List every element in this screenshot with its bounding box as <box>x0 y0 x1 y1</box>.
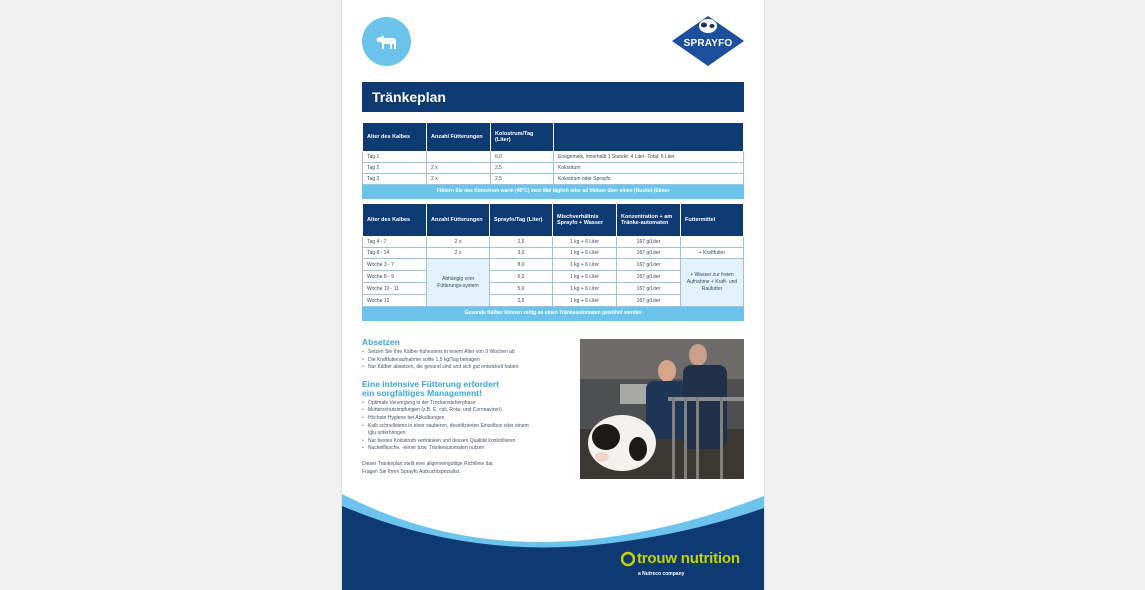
table-cell: Kolostrum <box>554 163 744 174</box>
table-cell <box>681 237 744 248</box>
table-cell <box>427 152 491 163</box>
table-cell: 2 x <box>427 248 490 259</box>
footer-wave <box>342 486 764 590</box>
automaten-banner: Gesunde Kälber können zeitig an einen Tränkeautomaten gewöhnt werden <box>363 307 744 321</box>
table-cell: 1 kg + 6 Liter <box>553 295 617 307</box>
calf-logo-badge <box>362 17 411 66</box>
table-cell: 2,5 <box>491 174 554 185</box>
table-cell: Tag 1 <box>363 152 427 163</box>
table-header: Sprayfo/Tag (Liter) <box>490 204 553 237</box>
info-text-column <box>362 338 572 476</box>
intensive-heading-line2: ein sorgfältiges Management! <box>362 387 482 398</box>
table-header: Alter des Kalbes <box>363 123 427 152</box>
table-row <box>363 174 744 185</box>
document-page <box>341 0 765 590</box>
table-header: Mischverhältnis Sprayfo + Wasser <box>553 204 617 237</box>
intensive-heading <box>362 380 572 398</box>
table-row <box>363 152 744 163</box>
list-item: • Nur bestes Kolostrum vertränken und dessen Qualität kontrollieren <box>362 438 572 446</box>
feeding-table <box>362 203 744 321</box>
table-cell: 167 g/Liter <box>617 295 681 307</box>
trouw-nutrition-logo: trouw nutrition <box>637 550 740 567</box>
table-cell: 1 kg + 6 Liter <box>553 237 617 248</box>
intensive-heading-line1: Eine intensive Fütterung erfordert <box>362 378 499 389</box>
disclaimer-note <box>362 461 572 476</box>
note-line1: Dieser Tränkeplan stellt eine allgemeingültige Richtlinie dar. <box>362 460 495 467</box>
list-item: • Nuckelflasche, -eimer bzw. Tränkeautomaten nutzen <box>362 445 572 453</box>
table-header: Anzahl Fütterungen <box>427 204 490 237</box>
farmers-calf-photo <box>580 339 744 479</box>
table-cell: 5,0 <box>490 283 553 295</box>
table-cell: 8,0 <box>490 259 553 271</box>
table-cell: 2,5 <box>490 295 553 307</box>
table-header: Anzahl Fütterungen <box>427 123 491 152</box>
table-cell: Erstgemelk, innerhalb 1 Stunde: 4 Liter- Total: 6 Liter <box>554 152 744 163</box>
colostrum-table <box>362 122 744 199</box>
table-cell: Kolostrum oder Sprayfo <box>554 174 744 185</box>
table-cell: 167 g/Liter <box>617 237 681 248</box>
sprayfo-logo <box>670 14 746 68</box>
absetzen-list <box>362 349 572 372</box>
calf-icon <box>374 32 400 52</box>
table-cell: 2 x <box>427 174 491 185</box>
table-cell: Tag 3 <box>363 174 427 185</box>
intensive-list <box>362 400 572 453</box>
table-cell: Woche 8 - 9 <box>363 271 427 283</box>
table-cell: Woche 12 <box>363 295 427 307</box>
table-header: Kolostrum/Tag (Liter) <box>491 123 554 152</box>
table-cell: 6,0 <box>490 271 553 283</box>
table-banner-row <box>363 185 744 199</box>
page-title: Tränkeplan <box>362 82 744 112</box>
list-item: • Höchste Hygiene bei Abkalbungen <box>362 415 572 423</box>
table-row <box>363 237 744 248</box>
table-cell: 2 x <box>427 237 490 248</box>
table-cell: Woche 10 - 11 <box>363 283 427 295</box>
table-cell: 167 g/Liter <box>617 259 681 271</box>
table-cell: Tag 8 - 14 <box>363 248 427 259</box>
sprayfo-logo-text: SPRAYFO <box>683 38 733 49</box>
colostrum-banner: Füttern Sie das Kolostrum warm (40°C) zwei Mal täglich oder ad libitum über einen (Nuckel-)Eimer <box>363 185 744 199</box>
list-item: • Mutterschutzimpfungen (z.B. E. coli, Rota- und Coronaviren) <box>362 407 572 415</box>
table-header: Konzentration + am Tränke-automaten <box>617 204 681 237</box>
list-item: • Nur Kälber absetzen, die gesund sind und sich gut entwickelt haben <box>362 364 572 372</box>
table-cell: Tag 4 - 7 <box>363 237 427 248</box>
table-cell: Woche 3 - 7 <box>363 259 427 271</box>
table-banner-row <box>363 307 744 321</box>
table-cell: 3,0 <box>490 248 553 259</box>
note-line2: Fragen Sie Ihren Sprayfo Aufzuchtspezialist. <box>362 468 461 475</box>
table-cell: 2 x <box>427 163 491 174</box>
table-cell: 1 kg + 6 Liter <box>553 248 617 259</box>
table-cell: + Kraftfutter <box>681 248 744 259</box>
list-item: • Die Kraftfutteraufnahme sollte 1,5 kg/Tag betragen <box>362 357 572 365</box>
table-header <box>554 123 744 152</box>
table-cell: 2,5 <box>491 163 554 174</box>
table-cell: 1 kg + 6 Liter <box>553 271 617 283</box>
table-row <box>363 259 744 271</box>
list-item: • Setzen Sie Ihre Kälber frühestens in einem Alter von 9 Wochen ab <box>362 349 572 357</box>
table-row <box>363 248 744 259</box>
nutreco-tagline: a Nutreco company <box>638 571 685 577</box>
table-cell: 1 kg + 6 Liter <box>553 283 617 295</box>
table-header: Futtermittel <box>681 204 744 237</box>
list-item: • Optimale Versorgung in der Trockensteherphase <box>362 400 572 408</box>
list-item: • Kalb schnellstens in einer sauberen, desinfizierten Einzelbox oder einem Iglu unterbringen <box>362 423 538 438</box>
trouw-logo-icon <box>621 551 635 567</box>
table-cell: Tag 2 <box>363 163 427 174</box>
table-cell: 6,0 <box>491 152 554 163</box>
table-row <box>363 163 744 174</box>
table-cell: 167 g/Liter <box>617 248 681 259</box>
merged-feedings-cell: Abhängig vom Fütterungs-system <box>427 259 490 307</box>
table-cell: 167 g/Liter <box>617 283 681 295</box>
absetzen-heading: Absetzen <box>362 337 400 347</box>
table-cell: 2,5 <box>490 237 553 248</box>
table-cell: 167 g/Liter <box>617 271 681 283</box>
table-cell: 1 kg + 6 Liter <box>553 259 617 271</box>
table-header: Alter des Kalbes <box>363 204 427 237</box>
merged-feed-cell: + Wasser zur freien Aufnahme + Kraft- und Raufutter <box>681 259 744 307</box>
